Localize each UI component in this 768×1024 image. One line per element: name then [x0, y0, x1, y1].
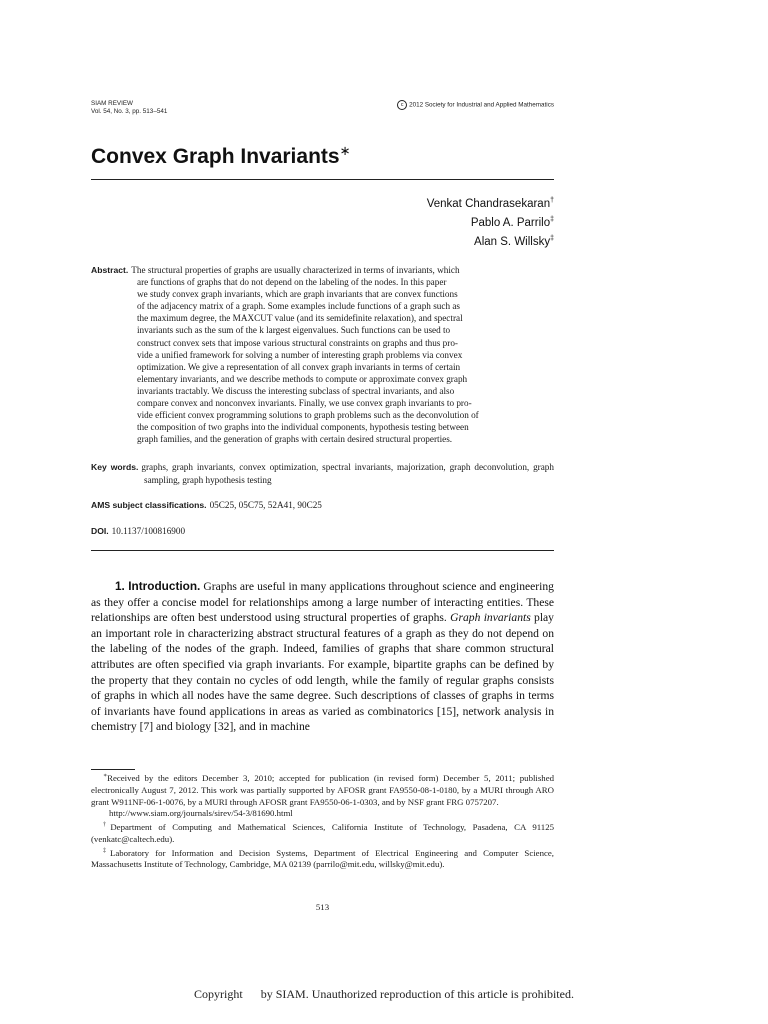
author: Alan S. Willsky‡: [474, 234, 554, 248]
abstract-line: The structural properties of graphs are usually characterized in terms of invariants, which: [131, 265, 460, 275]
abstract-label: Abstract.: [91, 265, 129, 275]
journal-volume: Vol. 54, No. 3, pp. 513–541: [91, 108, 168, 115]
doi: [91, 526, 185, 536]
page-number: 513: [315, 902, 330, 912]
journal-info: [91, 100, 167, 116]
abstract-line: compare convex and nonconvex invariants. Finally, we use convex graph invariants to pro-: [137, 398, 472, 409]
abstract-line: elementary invariants, and we describe methods to compute or approximate convex graph: [137, 373, 468, 384]
keywords: [91, 461, 554, 486]
footnote-rule: [91, 769, 135, 770]
abstract-line: vide a unified framework for solving a number of interesting graph problems via convex: [137, 349, 463, 360]
copyright-notice-right: by SIAM. Unauthorized reproduction of this article is prohibited.: [260, 987, 574, 1001]
keywords-line-1: graphs, graph invariants, convex optimization, spectral invariants, majorization, graph: [141, 462, 471, 472]
front-matter-rule: [91, 550, 554, 551]
abstract-line: construct convex sets that impose various structural constraints on graphs and thus pro-: [137, 337, 458, 348]
ams-label: AMS subject classifications.: [91, 500, 207, 510]
paper-title-text: Convex Graph Invariants: [91, 145, 340, 168]
footnote-affiliation-caltech: †Department of Computing and Mathematical Sciences, California Institute of Technology, Pasadena, CA 91125 (venkatc@caltech.edu).: [91, 822, 555, 844]
introduction-section: [91, 579, 554, 735]
abstract-text: [131, 265, 479, 444]
doi-value: 10.1137/100816900: [111, 526, 186, 536]
abstract-line: the maximum degree, the MAXCUT value (and its semidefinite relaxation), and spectral: [137, 313, 463, 324]
ams-value: 05C25, 05C75, 52A41, 90C25: [209, 500, 322, 510]
footnote-received: ∗Received by the editors December 3, 2010; accepted for publication (in revised form) December 5, 2011; published electronically August 7, 2012. This work was partially supported by AFOSR grant FA9550-08-1-0180, by a MURI through ARO grant W911NF-06-1-0076, by a MURI through AFOSR grant FA9550-06-1-0303, and by NSF grant FRG 0757207.: [91, 772, 554, 807]
title-rule: [91, 179, 554, 180]
title-footnote-mark: ∗: [339, 143, 351, 158]
intro-emphasis: Graph invariants: [450, 611, 531, 625]
introduction-paragraph: [91, 579, 554, 735]
copyright-header-text: 2012 Society for Industrial and Applied Mathematics: [409, 101, 554, 109]
copyright-icon: c: [397, 100, 407, 110]
keywords-label: Key words.: [91, 462, 139, 472]
ams-classifications: [91, 500, 322, 510]
abstract-line: optimization. We give a representation of all convex graph invariants in terms of certain: [137, 361, 461, 372]
abstract-paragraph: [91, 264, 554, 445]
journal-name: SIAM REVIEW: [91, 100, 133, 107]
copyright-notice-left: Copyright: [194, 987, 243, 1001]
abstract-line: of the adjacency matrix of a graph. Some examples include functions of a graph such as: [137, 301, 460, 312]
footnotes: [91, 771, 554, 871]
keywords-line-2: deconvolution, graph sampling, graph hypothesis testing: [144, 462, 554, 485]
intro-text-a: Graphs are useful in many applications throughout science and engineering as they offer a concise model for relationships among a large number of interacting entities. These relationships are often best understood using structural properties of graphs.: [91, 580, 554, 625]
keywords-paragraph: [91, 461, 554, 486]
abstract-line: graph families, and the generation of graphs with certain desired structural properties.: [137, 434, 453, 445]
footnote-url[interactable]: http://www.siam.org/journals/sirev/54-3/81690.html: [109, 808, 293, 819]
abstract-line: invariants such as the sum of the k largest eigenvalues. Such functions can be used to: [137, 325, 451, 336]
abstract-line: are functions of graphs that do not depend on the labeling of the nodes. In this paper: [137, 277, 447, 288]
copyright-notice: [0, 987, 768, 1002]
author-list: [300, 193, 554, 249]
doi-label: DOI.: [91, 526, 109, 536]
abstract-line: invariants tractably. We discuss the interesting subclass of spectral invariants, and also: [137, 385, 455, 396]
abstract-line: vide efficient convex programming solutions to graph problems such as the deconvolution of: [137, 410, 479, 421]
section-heading: 1. Introduction.: [115, 579, 201, 593]
copyright-header: [384, 100, 554, 110]
author: Pablo A. Parrilo‡: [470, 215, 554, 229]
abstract: [91, 264, 554, 445]
footnote-affiliation-mit: ‡Laboratory for Information and Decision Systems, Department of Electrical Engineering and Computer Science, Massachusetts Institute of Technology, Cambridge, MA 02139 (parrilo@mit.edu, willsky@mit.edu).: [91, 847, 554, 870]
intro-text-b: play an important role in characterizing abstract structural features of a graph as they do not depend on the labeling of the nodes of the graph. Indeed, families of graphs that share common structural attributes are often specified via graph invariants. For example, bipartite graphs can be defined by the property that they contain no cycles of odd length, while the family of regular graphs consists of graphs in which all nodes have the same degree. Such descriptions of classes of graphs in terms of invariants have found applications in areas as varied as combinatorics [15], network analysis in chemistry [7] and biology [32], and in machine: [91, 611, 554, 734]
author: Venkat Chandrasekaran†: [426, 197, 554, 210]
abstract-line: we study convex graph invariants, which are graph invariants that are convex functions: [137, 289, 458, 300]
abstract-line: the composition of two graphs into the individual components, hypothesis testing between: [137, 422, 469, 433]
paper-title: [91, 143, 350, 169]
